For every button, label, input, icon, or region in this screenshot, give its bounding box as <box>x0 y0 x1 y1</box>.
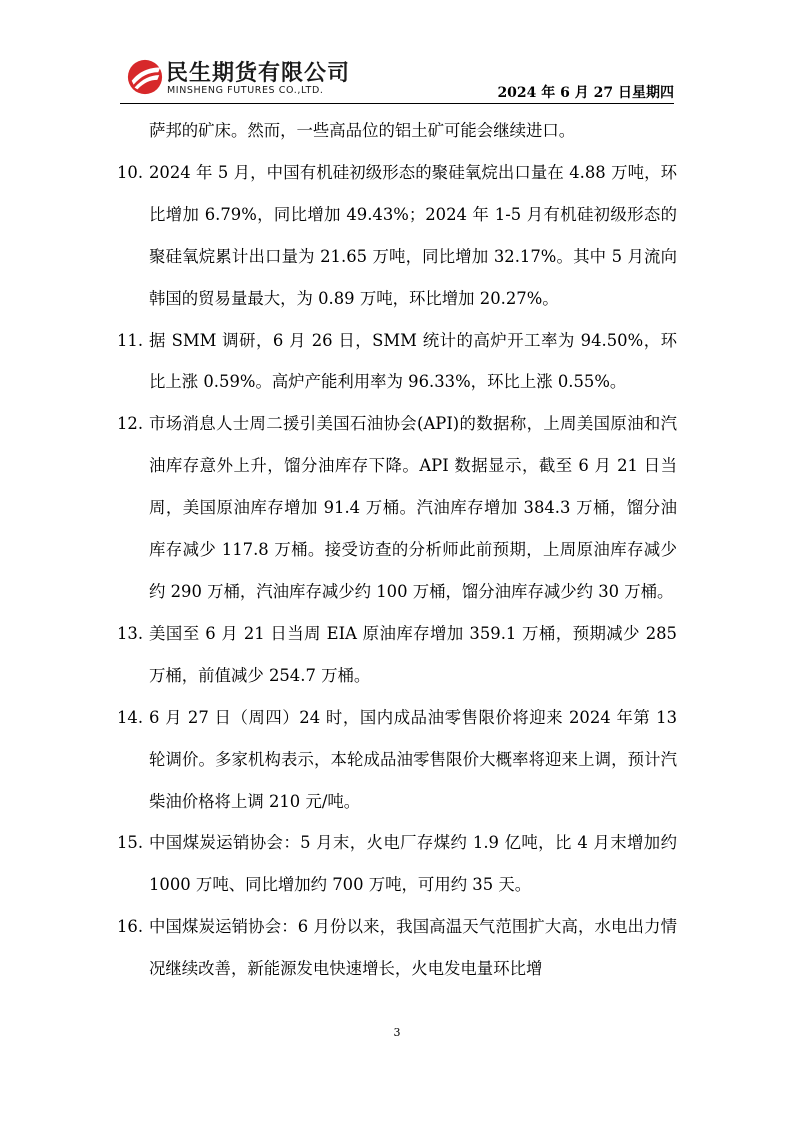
logo-chinese-name: 民生期货有限公司 <box>166 61 351 86</box>
item-number: 15. <box>117 833 144 853</box>
item-number: 16. <box>117 917 144 937</box>
item-text: 据 SMM 调研，6 月 26 日，SMM 统计的高炉开工率为 94.50%，环比上涨 0.59%。高炉产能利用率为 96.33%，环比上涨 0.55%。 <box>149 330 677 392</box>
item-text: 美国至 6 月 21 日当周 EIA 原油库存增加 359.1 万桶，预期减少 285 万桶，前值减少 254.7 万桶。 <box>149 623 677 685</box>
news-item-11 <box>117 320 677 404</box>
news-item-10 <box>117 152 677 320</box>
news-item-12 <box>117 403 677 613</box>
news-item-16 <box>117 906 677 990</box>
continued-paragraph: 萨邦的矿床。然而，一些高品位的铝土矿可能会继续进口。 <box>149 121 576 140</box>
item-number: 12. <box>117 414 144 434</box>
item-text: 中国煤炭运销协会：6 月份以来，我国高温天气范围扩大高，水电出力情况继续改善，新能源发电快速增长，火电发电量环比增 <box>149 917 677 979</box>
item-text: 2024 年 5 月，中国有机硅初级形态的聚硅氧烷出口量在 4.88 万吨，环比增加 6.79%，同比增加 49.43%；2024 年 1-5 月有机硅初级形态的聚硅氧烷累计出口量为 21.65 万吨，同比增加 32.17%。其中 5 月流向韩国的贸易量最大，为 0.89 万吨，环比增加 20.27%。 <box>149 162 677 308</box>
item-number: 10. <box>117 162 144 182</box>
report-date: 2024 年 6 月 27 日星期四 <box>497 85 674 101</box>
item-text: 6 月 27 日（周四）24 时，国内成品油零售限价将迎来 2024 年第 13 轮调价。多家机构表示，本轮成品油零售限价大概率将迎来上调，预计汽柴油价格将上调 210 元/吨。 <box>149 707 677 811</box>
item-text: 中国煤炭运销协会：5 月末，火电厂存煤约 1.9 亿吨，比 4 月末增加约 1000 万吨、同比增加约 700 万吨，可用约 35 天。 <box>149 833 677 895</box>
company-logo <box>120 54 360 100</box>
item-number: 11. <box>117 330 144 350</box>
news-item-13 <box>117 613 677 697</box>
item-number: 14. <box>117 707 144 727</box>
page-number: 3 <box>393 1026 401 1039</box>
item-text: 市场消息人士周二援引美国石油协会(API)的数据称，上周美国原油和汽油库存意外上升，馏分油库存下降。API 数据显示，截至 6 月 21 日当周，美国原油库存增加 91.4 万桶。汽油库存增加 384.3 万桶，馏分油库存减少 117.8 万桶。接受访查的分析师此前预期，上周原油库存减少约 290 万桶，汽油库存减少约 100 万桶，馏分油库存减少约 30 万桶。 <box>149 414 677 601</box>
logo-english-name: MINSHENG FUTURES CO.,LTD. <box>167 85 324 96</box>
minsheng-logo-icon <box>126 58 164 96</box>
page-header <box>120 50 674 105</box>
news-item-15 <box>117 822 677 906</box>
item-number: 13. <box>117 623 144 643</box>
header-divider <box>120 103 674 104</box>
news-item-14 <box>117 697 677 823</box>
report-body <box>117 110 677 990</box>
